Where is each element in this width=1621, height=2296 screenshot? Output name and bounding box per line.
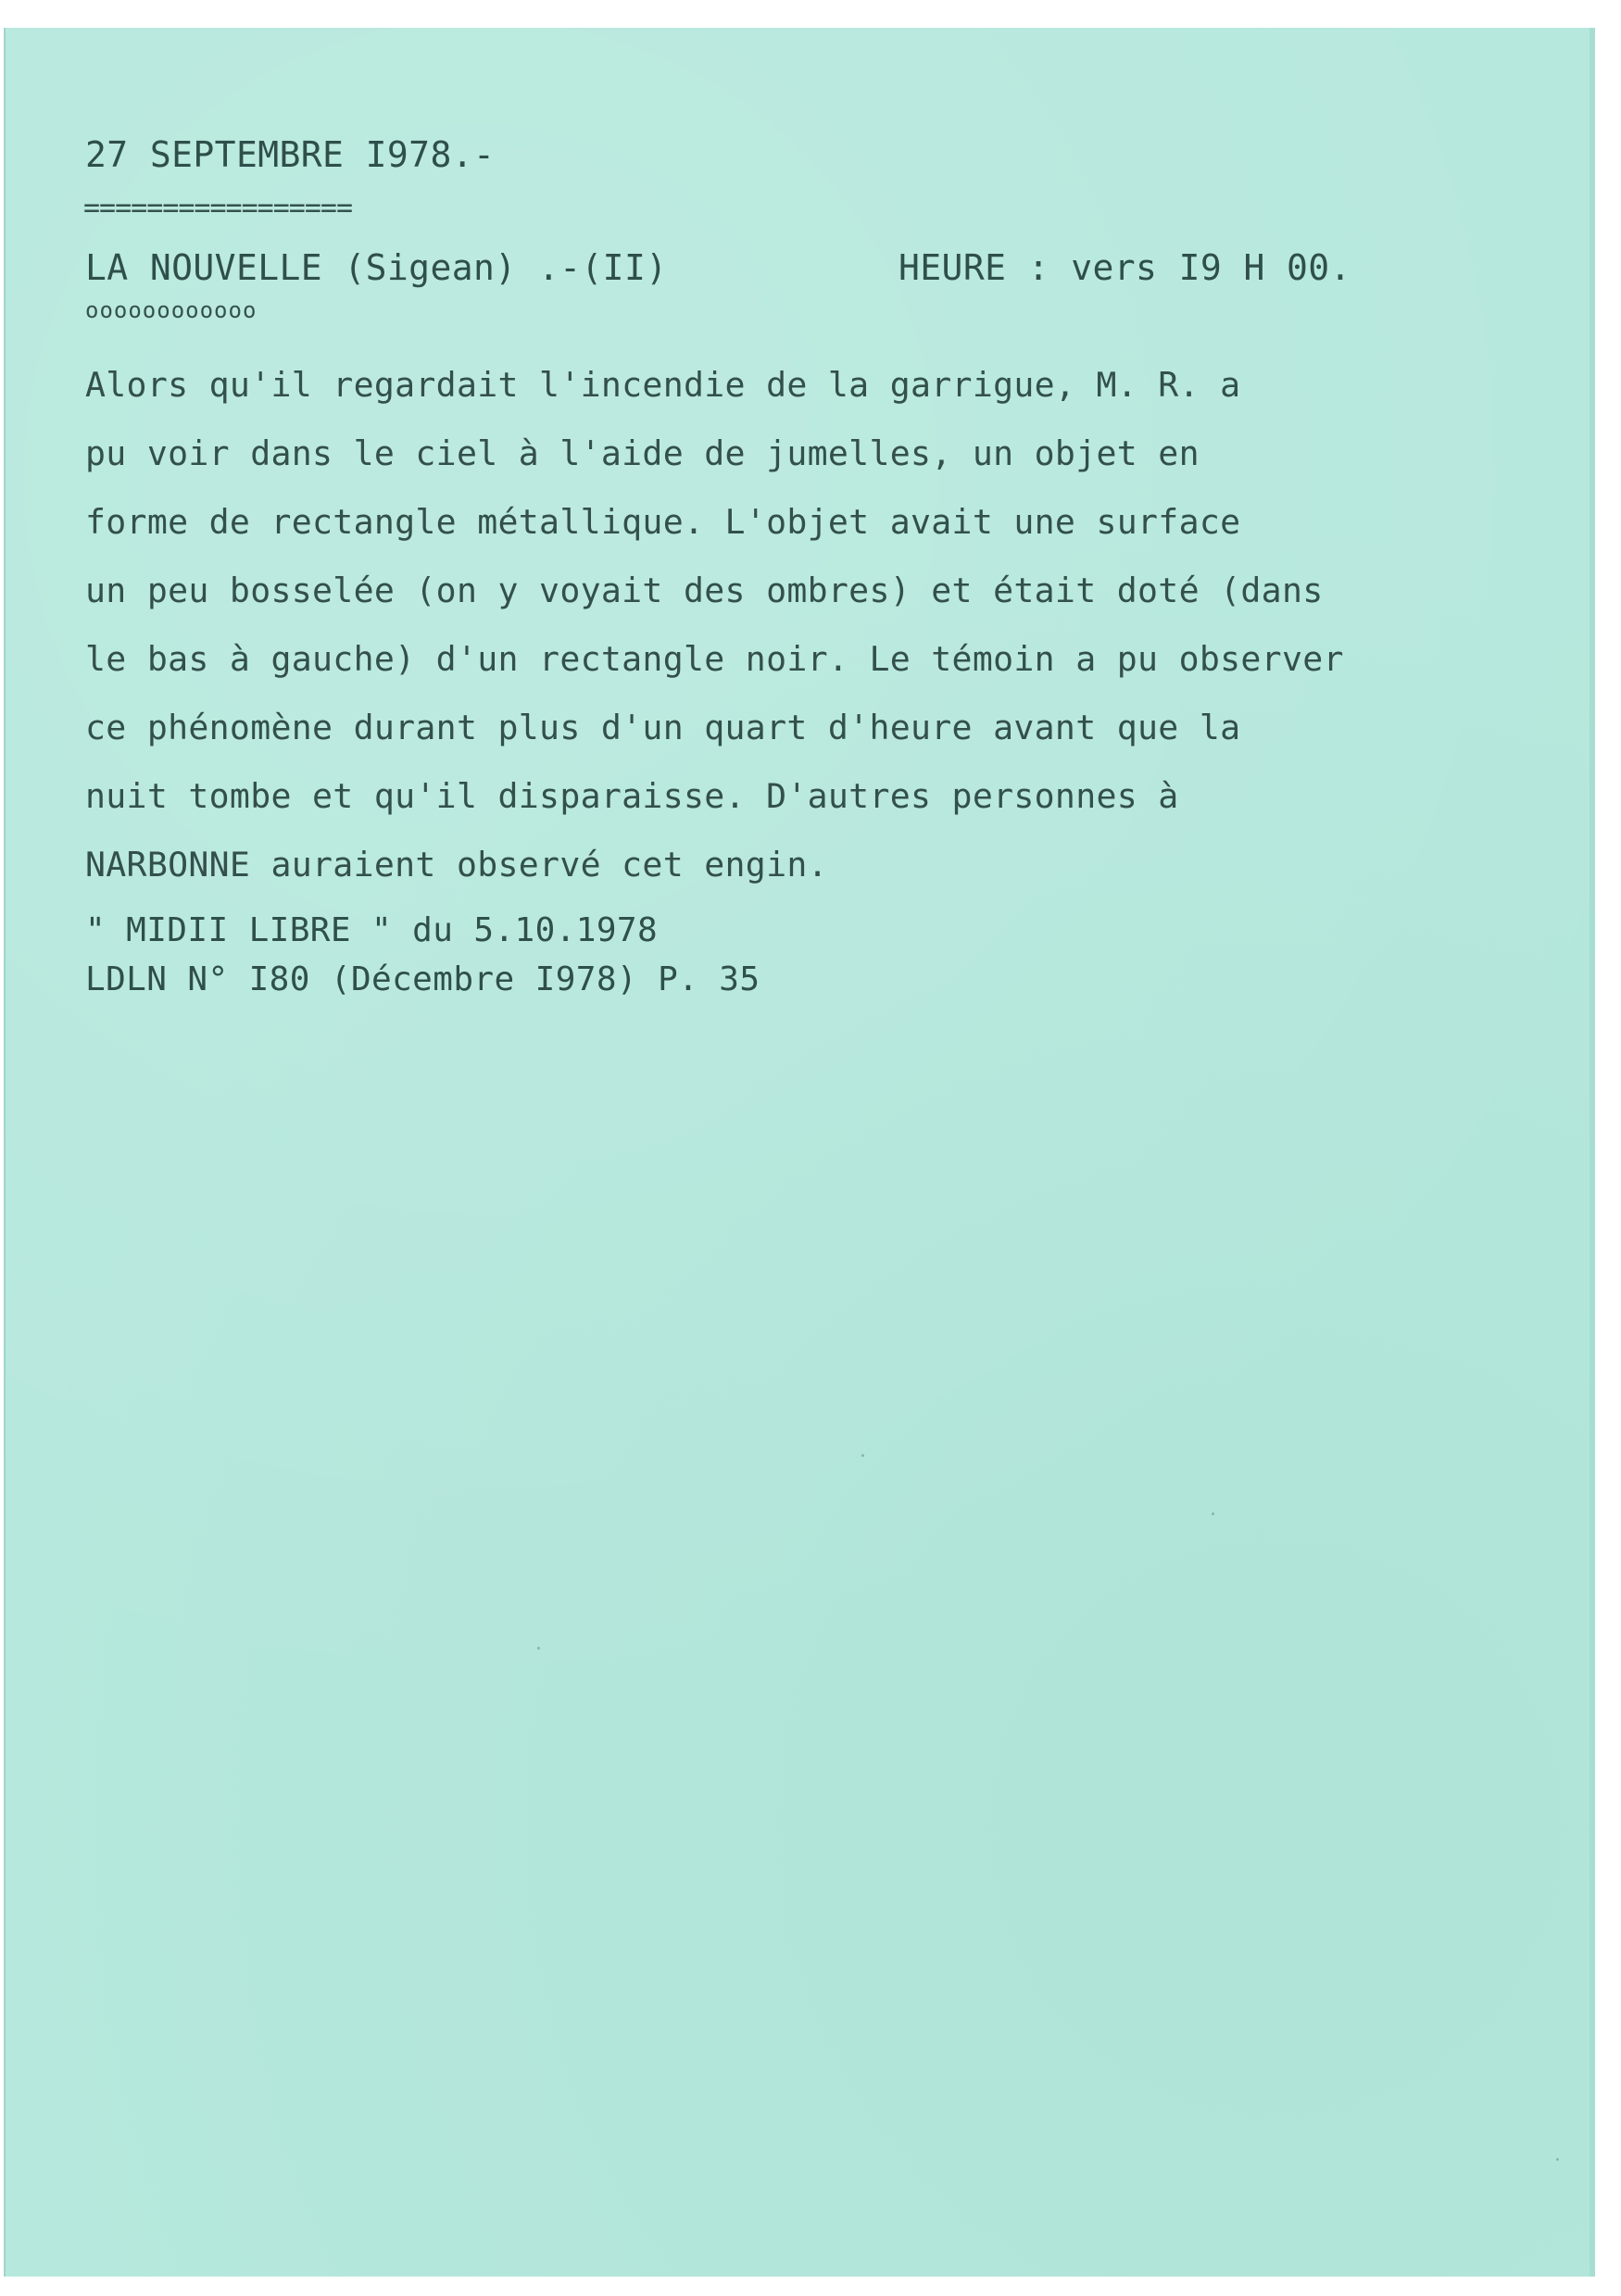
body-line: pu voir dans le ciel à l'aide de jumelles, un objet en [85,433,1200,473]
date-heading: 27 SEPTEMBRE I978.- [85,134,496,175]
body-line: un peu bosselée (on y voyait des ombres) et était doté (dans [85,571,1324,610]
paper-speck [537,1647,540,1650]
date-underline: ================= [83,192,353,224]
paper-speck [1212,1512,1214,1515]
location-heading: LA NOUVELLE (Sigean) .-(II) [85,247,668,288]
card-edge [1590,28,1595,2277]
body-line: le bas à gauche) d'un rectangle noir. Le témoin a pu observer [85,639,1344,679]
paper-speck [1556,2158,1559,2161]
source-magazine: LDLN N° I80 (Décembre I978) P. 35 [85,960,760,998]
body-line: Alors qu'il regardait l'incendie de la garrigue, M. R. a [85,365,1241,405]
body-line: ce phénomène durant plus d'un quart d'heure avant que la [85,708,1241,747]
location-underline: oooooooooooo [85,297,258,323]
source-newspaper: " MIDII LIBRE " du 5.10.1978 [85,911,659,949]
paper-speck [861,1454,864,1457]
body-line: NARBONNE auraient observé cet engin. [85,845,828,885]
time-heading: HEURE : vers I9 H 00. [898,247,1351,288]
body-line: nuit tombe et qu'il disparaisse. D'autres personnes à [85,776,1179,816]
body-line: forme de rectangle métallique. L'objet avait une surface [85,502,1241,542]
